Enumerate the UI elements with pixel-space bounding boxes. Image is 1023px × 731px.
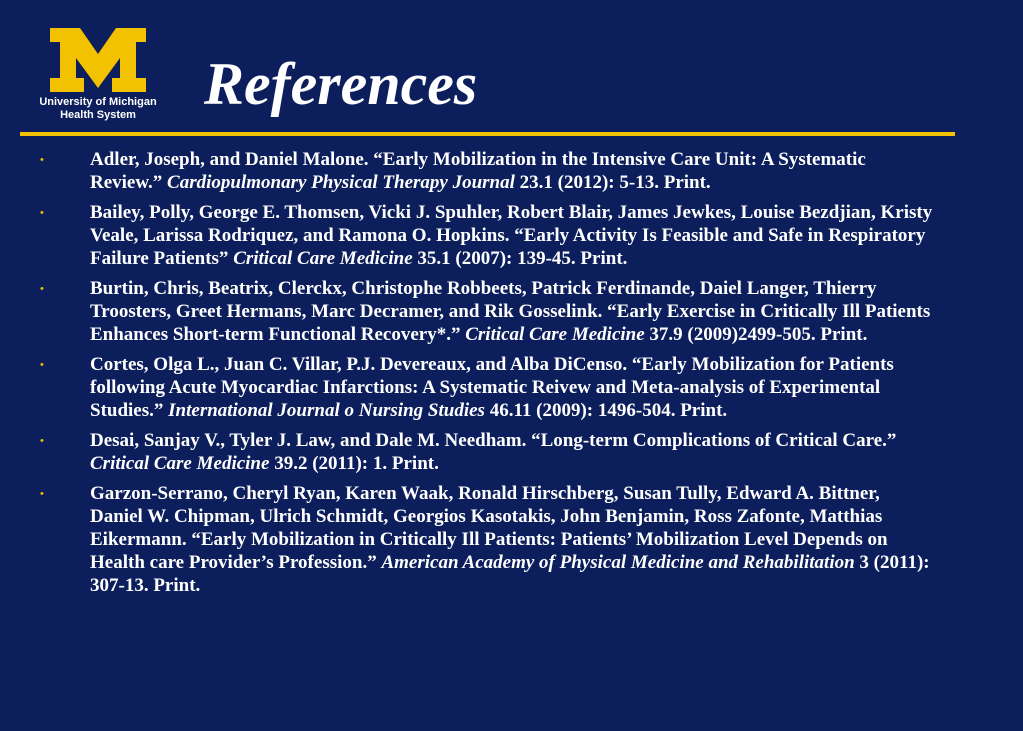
bullet-icon: • <box>40 435 44 447</box>
list-item <box>36 277 936 346</box>
reference-text: Burtin, Chris, Beatrix, Clerckx, Christophe Robbeets, Patrick Ferdinande, Daiel Langer, Thierry Troosters, Greet Hermans, Marc Decramer, and Rik Gosselink. “Early Exercise in Critically Ill Patients Enhances Short-term Functional Recovery*.” <box>90 278 931 345</box>
reference-journal: Cardiopulmonary Physical Therapy Journal <box>167 172 515 193</box>
list-item <box>36 353 936 422</box>
logo-line-2: Health System <box>60 109 136 121</box>
reference-text: Cortes, Olga L., Juan C. Villar, P.J. Devereaux, and Alba DiCenso. “Early Mobilization for Patients following Acute Myocardiac Infarctions: A Systematic Reivew and Meta-analysis of Experimental Studies.” <box>90 354 894 421</box>
reference-list <box>36 148 936 604</box>
bullet-icon: • <box>40 359 44 371</box>
reference-journal: International Journal o Nursing Studies <box>168 400 485 421</box>
title-divider <box>20 132 955 136</box>
reference-journal: Critical Care Medicine <box>465 324 645 345</box>
list-item <box>36 201 936 270</box>
bullet-icon: • <box>40 488 44 500</box>
reference-citation: 35.1 (2007): 139-45. Print. <box>412 248 628 269</box>
reference-citation: 39.2 (2011): 1. Print. <box>269 453 439 474</box>
list-item <box>36 482 936 597</box>
reference-text: Garzon-Serrano, Cheryl Ryan, Karen Waak, Ronald Hirschberg, Susan Tully, Edward A. Bittner, Daniel W. Chipman, Ulrich Schmidt, Georgios Kasotakis, John Benjamin, Ross Zafonte, Matthias Eikermann. “Early Mobilization in Critically Ill Patients: Patients’ Mobilization Level Depends on Health care Provider’s Profession.” <box>90 483 888 573</box>
page-title: References <box>204 51 478 117</box>
reference-text: Adler, Joseph, and Daniel Malone. “Early Mobilization in the Intensive Care Unit: A Systematic Review.” <box>90 149 866 193</box>
list-item <box>36 429 936 475</box>
list-item <box>36 148 936 194</box>
reference-text: Desai, Sanjay V., Tyler J. Law, and Dale M. Needham. “Long-term Complications of Critical Care.” <box>90 430 897 451</box>
university-of-michigan-logo <box>28 28 168 128</box>
bullet-icon: • <box>40 154 44 166</box>
reference-citation: 3 (2011): 307-13. Print. <box>90 552 930 596</box>
reference-journal: Critical Care Medicine <box>90 453 270 474</box>
reference-journal: Critical Care Medicine <box>233 248 413 269</box>
logo-wordmark <box>28 96 168 122</box>
bullet-icon: • <box>40 283 44 295</box>
reference-citation: 37.9 (2009)2499-505. Print. <box>644 324 868 345</box>
block-m-icon <box>50 28 146 92</box>
reference-text: Bailey, Polly, George E. Thomsen, Vicki J. Spuhler, Robert Blair, James Jewkes, Louise Bezdjian, Kristy Veale, Larissa Rodriquez, and Ramona O. Hopkins. “Early Activity Is Feasible and Safe in Respiratory Failure Patients” <box>90 202 933 269</box>
logo-line-1: University of Michigan <box>39 96 157 108</box>
reference-citation: 23.1 (2012): 5-13. Print. <box>514 172 711 193</box>
reference-journal: American Academy of Physical Medicine and Rehabilitation <box>381 552 855 573</box>
reference-citation: 46.11 (2009): 1496-504. Print. <box>484 400 728 421</box>
bullet-icon: • <box>40 207 44 219</box>
